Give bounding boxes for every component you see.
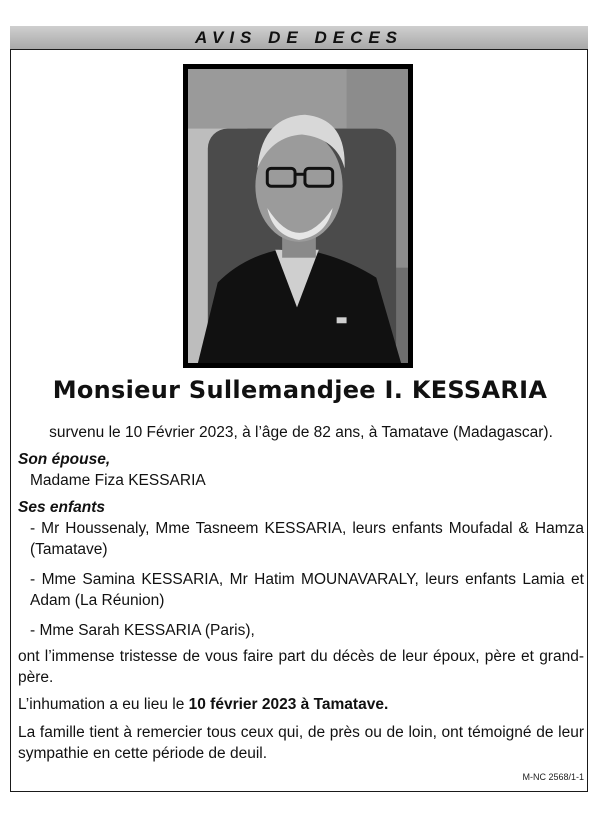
child-item-3: - Mme Sarah KESSARIA (Paris), — [30, 622, 255, 639]
children-label: Ses enfants — [18, 499, 106, 516]
burial-line — [18, 694, 584, 715]
deceased-name: Monsieur Sullemandjee I. KESSARIA — [52, 376, 548, 404]
thanks-text: La famille tient à remercier tous ceux qui, de près ou de loin, ont témoigné de leur sympathie en cette période de deuil. — [18, 724, 584, 762]
child-item-1: - Mr Houssenaly, Mme Tasneem KESSARIA, leurs enfants Moufadal & Hamza (Tamatave) — [30, 520, 584, 558]
burial-date-place: 10 février 2023 à Tamatave. — [188, 696, 389, 713]
burial-prefix: L’inhumation a eu lieu le — [18, 696, 189, 713]
portrait-photo — [183, 64, 413, 368]
death-line: survenu le 10 Février 2023, à l’âge de 82 ans, à Tamatave (Madagascar). — [49, 424, 553, 441]
spouse-label: Son épouse, — [18, 451, 111, 468]
notice-title: AVIS DE DECES — [194, 28, 404, 47]
header-band — [10, 26, 588, 50]
announcement: ont l’immense tristesse de vous faire part du décès de leur époux, père et grand-père. — [18, 648, 584, 686]
reference-code: M-NC 2568/1-1 — [522, 772, 584, 782]
portrait-photo-icon — [188, 69, 408, 363]
child-item-2: - Mme Samina KESSARIA, Mr Hatim MOUNAVARALY, leurs enfants Lamia et Adam (La Réunion) — [30, 571, 584, 609]
spouse-name: Madame Fiza KESSARIA — [30, 472, 206, 489]
